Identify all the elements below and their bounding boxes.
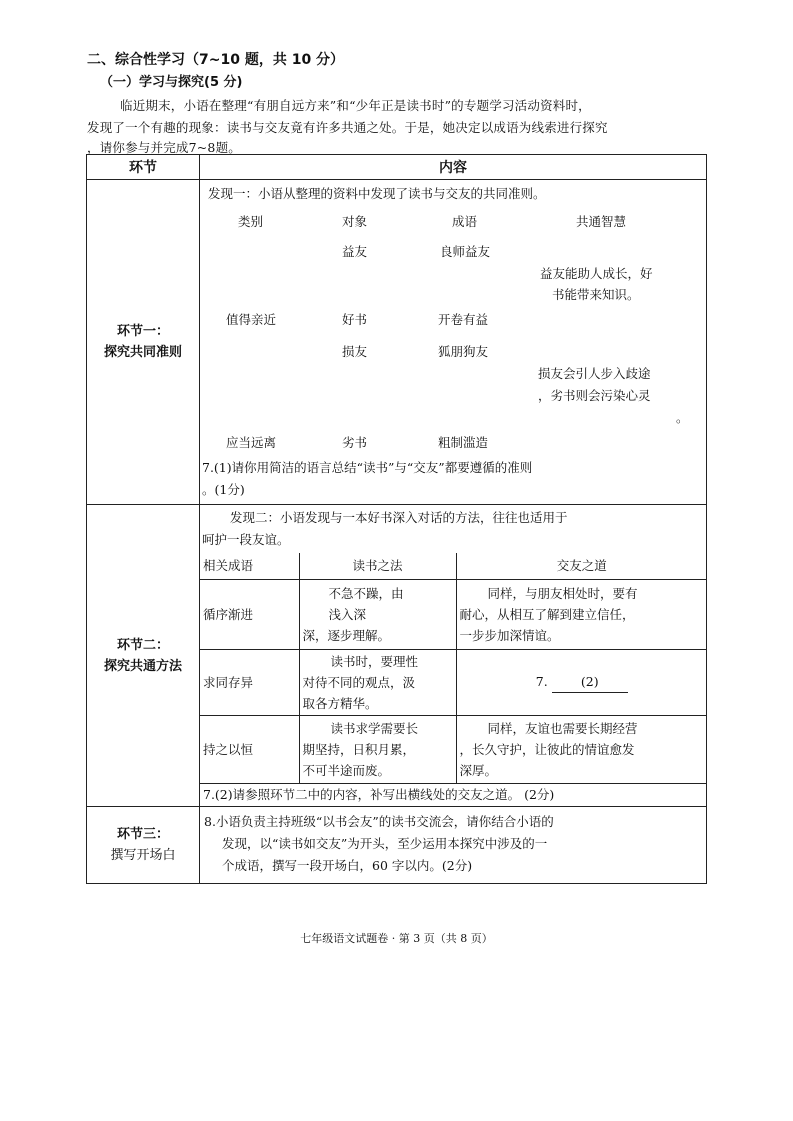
bad-wisdom-line3: 。 (676, 410, 689, 425)
method-friendship-3-line1: 同样，友谊也需要长期经营 (487, 720, 638, 736)
method-reading-1-line1: 不急不躁，由 (328, 585, 404, 601)
method-reading-2-line3: 取各方精华。 (302, 695, 378, 711)
good-wisdom-line1: 益友能助人成长，好 (540, 266, 653, 281)
finding-2-line2: 呵护一段友谊。 (202, 532, 290, 547)
category-bad: 应当远离 (226, 435, 277, 450)
inquiry-table (86, 154, 707, 884)
step1-label (87, 180, 200, 505)
intro-line-3: ，请你参与并完成7~8题。 (87, 140, 241, 155)
method-reading-1-line2: 浅入深 (328, 606, 367, 622)
good-friend-idiom: 良师益友 (440, 244, 491, 259)
bad-friend-idiom: 狐朋狗友 (438, 344, 489, 359)
method-reading-2 (299, 649, 456, 715)
method-reading-3-line3: 不可半途而废。 (302, 762, 391, 778)
intro-line-2: 发现了一个有趣的现象：读书与交友竟有许多共通之处。于是，她决定以成语为线索进行探究 (87, 120, 608, 135)
method-reading-1 (299, 579, 456, 649)
col-header-idiom: 成语 (452, 214, 478, 229)
step3-content (200, 807, 707, 884)
method-friendship-3-line2: ，长久守护，让彼此的情谊愈发 (459, 741, 635, 757)
bad-wisdom-line2: ，劣书则会污染心灵 (538, 388, 651, 403)
method-reading-1-line3: 深，逐步理解。 (302, 627, 391, 643)
method-reading-3-line2: 期坚持，日积月累， (302, 741, 416, 757)
method-idiom-2: 求同存异 (200, 649, 299, 715)
subsection-title: （一）学习与探究(5 分) (100, 75, 243, 90)
bad-wisdom-line1: 损友会引人步入歧途 (538, 366, 651, 381)
good-book: 好书 (342, 312, 368, 327)
header-step: 环节 (87, 155, 200, 180)
good-wisdom-line2: 书能带来知识。 (552, 287, 640, 302)
col-header-wisdom: 共通智慧 (576, 214, 627, 229)
step1-label-line2: 探究共同准则 (103, 345, 182, 360)
blank-question-number: 7. (535, 674, 548, 689)
method-idiom-3: 持之以恒 (200, 715, 299, 783)
question-8-line3: 个成语，撰写一段开场白，60 字以内。(2分) (222, 858, 473, 873)
method-friendship-1-line2: 耐心，从相互了解到建立信任， (459, 606, 635, 622)
step2-label (87, 505, 200, 807)
col-header-object: 对象 (342, 214, 368, 229)
finding-1: 发现一：小语从整理的资料中发现了读书与交友的共同准则。 (208, 186, 546, 201)
question-8-line1: 8.小语负责主持班级“以书会友”的读书交流会，请你结合小语的 (204, 814, 554, 829)
step2-label-line1: 环节二： (116, 637, 169, 653)
question-7-1-line1: 7.(1)请你用简洁的语言总结“读书”与“交友”都要遵循的准则 (202, 460, 533, 475)
question-8-line2: 发现，以“读书如交友”为开头，至少运用本探究中涉及的一 (222, 836, 548, 851)
methods-col-idiom: 相关成语 (200, 553, 299, 579)
header-content: 内容 (200, 155, 707, 180)
question-7-1-line2: 。(1分) (202, 482, 245, 497)
methods-table (200, 553, 707, 806)
method-reading-2-line2: 对待不同的观点，汲 (302, 674, 416, 690)
bad-book-idiom: 粗制滥造 (438, 435, 489, 450)
step3-label-line2: 撰写开场白 (110, 848, 176, 863)
method-idiom-1: 循序渐进 (200, 579, 299, 649)
step2-label-line2: 探究共通方法 (103, 658, 182, 674)
methods-col-reading: 读书之法 (299, 553, 456, 579)
good-book-idiom: 开卷有益 (438, 312, 489, 327)
question-7-2: 7.(2)请参照环节二中的内容，补写出横线处的交友之道。 (2分) (200, 783, 707, 806)
method-reading-3-line1: 读书求学需要长 (330, 720, 419, 736)
bad-book: 劣书 (342, 435, 368, 450)
method-reading-3 (299, 715, 456, 783)
method-friendship-1-line1: 同样，与朋友相处时，要有 (487, 585, 638, 601)
method-reading-2-line1: 读书时，要理性 (330, 653, 419, 669)
methods-col-friendship: 交友之道 (456, 553, 707, 579)
step1-label-line1: 环节一： (116, 324, 169, 339)
step3-label (87, 807, 200, 884)
section-title: 二、综合性学习（7~10 题，共 10 分） (87, 52, 345, 68)
finding-2-line1: 发现二：小语发现与一本好书深入对话的方法，往往也适用于 (230, 510, 568, 525)
category-good: 值得亲近 (226, 312, 277, 327)
page-footer: 七年级语文试题卷 · 第 3 页（共 8 页） (300, 932, 493, 945)
step1-content (200, 180, 707, 505)
intro-line-1: 临近期末，小语在整理“有朋自远方来”和“少年正是读书时”的专题学习活动资料时， (120, 98, 591, 113)
method-friendship-3-line3: 深厚。 (459, 762, 498, 778)
method-friendship-3 (456, 715, 707, 783)
step3-label-line1: 环节三： (116, 827, 169, 842)
step2-content (200, 505, 707, 807)
method-friendship-1 (456, 579, 707, 649)
bad-friend: 损友 (342, 344, 368, 359)
answer-blank-7-2[interactable]: (2) (552, 671, 628, 693)
good-friend: 益友 (342, 244, 368, 259)
method-friendship-2 (456, 649, 707, 715)
method-friendship-1-line3: 一步步加深情谊。 (459, 627, 560, 643)
col-header-category: 类别 (238, 214, 264, 229)
